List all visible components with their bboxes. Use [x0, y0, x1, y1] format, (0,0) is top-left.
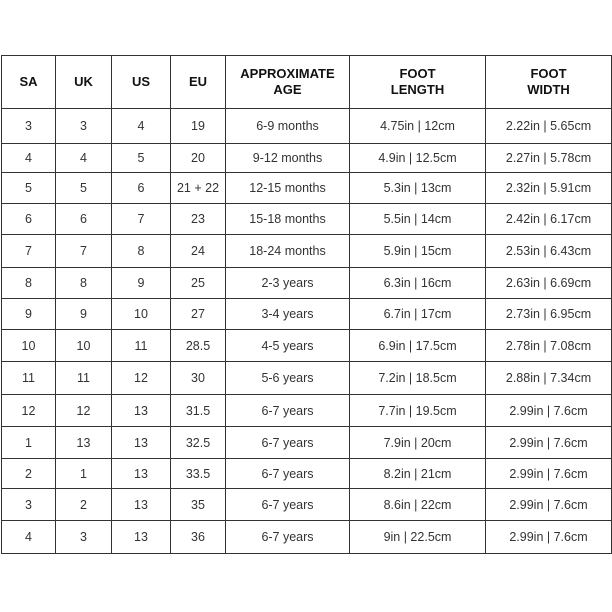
- cell-foot-length: 7.2in | 18.5cm: [350, 362, 486, 395]
- cell-foot-width: 2.88in | 7.34cm: [486, 362, 612, 395]
- cell-eu: 24: [171, 235, 226, 268]
- cell-uk: 7: [56, 235, 112, 268]
- cell-eu: 31.5: [171, 395, 226, 427]
- cell-foot-length: 6.9in | 17.5cm: [350, 330, 486, 362]
- cell-age: 6-7 years: [226, 427, 350, 459]
- cell-sa: 3: [2, 489, 56, 521]
- table-row: [2, 235, 612, 268]
- table-row: [2, 459, 612, 489]
- cell-sa: 7: [2, 235, 56, 268]
- cell-foot-length: 8.2in | 21cm: [350, 459, 486, 489]
- header-approximate-age: APPROXIMATE AGE: [226, 56, 350, 109]
- table-row: [2, 109, 612, 144]
- cell-age: 3-4 years: [226, 299, 350, 330]
- header-eu: EU: [171, 56, 226, 109]
- cell-us: 4: [112, 109, 171, 144]
- cell-foot-length: 5.3in | 13cm: [350, 173, 486, 204]
- cell-uk: 2: [56, 489, 112, 521]
- cell-sa: 3: [2, 109, 56, 144]
- cell-age: 15-18 months: [226, 204, 350, 235]
- header-row: [2, 56, 612, 109]
- cell-foot-width: 2.63in | 6.69cm: [486, 268, 612, 299]
- cell-us: 13: [112, 489, 171, 521]
- cell-foot-length: 4.75in | 12cm: [350, 109, 486, 144]
- cell-sa: 4: [2, 521, 56, 554]
- cell-uk: 10: [56, 330, 112, 362]
- table-row: [2, 395, 612, 427]
- cell-foot-width: 2.99in | 7.6cm: [486, 395, 612, 427]
- cell-foot-width: 2.78in | 7.08cm: [486, 330, 612, 362]
- cell-foot-length: 6.7in | 17cm: [350, 299, 486, 330]
- cell-eu: 35: [171, 489, 226, 521]
- cell-us: 13: [112, 427, 171, 459]
- table-row: [2, 144, 612, 173]
- cell-uk: 4: [56, 144, 112, 173]
- cell-foot-width: 2.27in | 5.78cm: [486, 144, 612, 173]
- cell-age: 2-3 years: [226, 268, 350, 299]
- table-row: [2, 521, 612, 554]
- table-row: [2, 330, 612, 362]
- cell-sa: 4: [2, 144, 56, 173]
- cell-age: 6-9 months: [226, 109, 350, 144]
- cell-us: 8: [112, 235, 171, 268]
- cell-eu: 19: [171, 109, 226, 144]
- cell-age: 5-6 years: [226, 362, 350, 395]
- cell-uk: 6: [56, 204, 112, 235]
- cell-age: 9-12 months: [226, 144, 350, 173]
- cell-age: 12-15 months: [226, 173, 350, 204]
- cell-sa: 1: [2, 427, 56, 459]
- cell-sa: 5: [2, 173, 56, 204]
- cell-sa: 9: [2, 299, 56, 330]
- cell-us: 10: [112, 299, 171, 330]
- cell-uk: 3: [56, 521, 112, 554]
- cell-uk: 13: [56, 427, 112, 459]
- cell-eu: 30: [171, 362, 226, 395]
- cell-uk: 5: [56, 173, 112, 204]
- cell-eu: 36: [171, 521, 226, 554]
- cell-age: 6-7 years: [226, 395, 350, 427]
- table-row: [2, 204, 612, 235]
- cell-eu: 21 + 22: [171, 173, 226, 204]
- cell-sa: 11: [2, 362, 56, 395]
- table-row: [2, 268, 612, 299]
- cell-sa: 2: [2, 459, 56, 489]
- cell-foot-length: 4.9in | 12.5cm: [350, 144, 486, 173]
- cell-us: 12: [112, 362, 171, 395]
- cell-uk: 11: [56, 362, 112, 395]
- table-row: [2, 362, 612, 395]
- cell-foot-length: 9in | 22.5cm: [350, 521, 486, 554]
- cell-sa: 10: [2, 330, 56, 362]
- cell-eu: 27: [171, 299, 226, 330]
- cell-us: 13: [112, 395, 171, 427]
- cell-foot-width: 2.99in | 7.6cm: [486, 521, 612, 554]
- cell-foot-length: 5.5in | 14cm: [350, 204, 486, 235]
- cell-eu: 32.5: [171, 427, 226, 459]
- cell-foot-length: 6.3in | 16cm: [350, 268, 486, 299]
- cell-uk: 8: [56, 268, 112, 299]
- cell-age: 6-7 years: [226, 521, 350, 554]
- cell-us: 7: [112, 204, 171, 235]
- cell-age: 18-24 months: [226, 235, 350, 268]
- cell-age: 6-7 years: [226, 489, 350, 521]
- cell-uk: 12: [56, 395, 112, 427]
- table-row: [2, 173, 612, 204]
- header-sa: SA: [2, 56, 56, 109]
- cell-age: 4-5 years: [226, 330, 350, 362]
- header-foot-length: FOOT LENGTH: [350, 56, 486, 109]
- cell-us: 5: [112, 144, 171, 173]
- cell-foot-width: 2.22in | 5.65cm: [486, 109, 612, 144]
- header-us: US: [112, 56, 171, 109]
- cell-us: 13: [112, 521, 171, 554]
- cell-eu: 20: [171, 144, 226, 173]
- table-row: [2, 427, 612, 459]
- table-body: [2, 109, 612, 554]
- cell-us: 11: [112, 330, 171, 362]
- table-row: [2, 489, 612, 521]
- cell-foot-width: 2.53in | 6.43cm: [486, 235, 612, 268]
- size-chart-table: [1, 55, 612, 554]
- cell-foot-width: 2.99in | 7.6cm: [486, 459, 612, 489]
- cell-foot-length: 7.9in | 20cm: [350, 427, 486, 459]
- cell-uk: 9: [56, 299, 112, 330]
- cell-us: 9: [112, 268, 171, 299]
- cell-foot-width: 2.99in | 7.6cm: [486, 489, 612, 521]
- cell-foot-length: 7.7in | 19.5cm: [350, 395, 486, 427]
- cell-sa: 12: [2, 395, 56, 427]
- cell-eu: 25: [171, 268, 226, 299]
- cell-foot-width: 2.42in | 6.17cm: [486, 204, 612, 235]
- cell-foot-width: 2.73in | 6.95cm: [486, 299, 612, 330]
- cell-uk: 1: [56, 459, 112, 489]
- cell-foot-width: 2.99in | 7.6cm: [486, 427, 612, 459]
- cell-us: 6: [112, 173, 171, 204]
- cell-sa: 6: [2, 204, 56, 235]
- cell-age: 6-7 years: [226, 459, 350, 489]
- table-row: [2, 299, 612, 330]
- header-foot-width: FOOT WIDTH: [486, 56, 612, 109]
- cell-foot-length: 5.9in | 15cm: [350, 235, 486, 268]
- cell-eu: 28.5: [171, 330, 226, 362]
- cell-us: 13: [112, 459, 171, 489]
- cell-foot-width: 2.32in | 5.91cm: [486, 173, 612, 204]
- header-uk: UK: [56, 56, 112, 109]
- cell-eu: 33.5: [171, 459, 226, 489]
- cell-uk: 3: [56, 109, 112, 144]
- cell-eu: 23: [171, 204, 226, 235]
- cell-sa: 8: [2, 268, 56, 299]
- cell-foot-length: 8.6in | 22cm: [350, 489, 486, 521]
